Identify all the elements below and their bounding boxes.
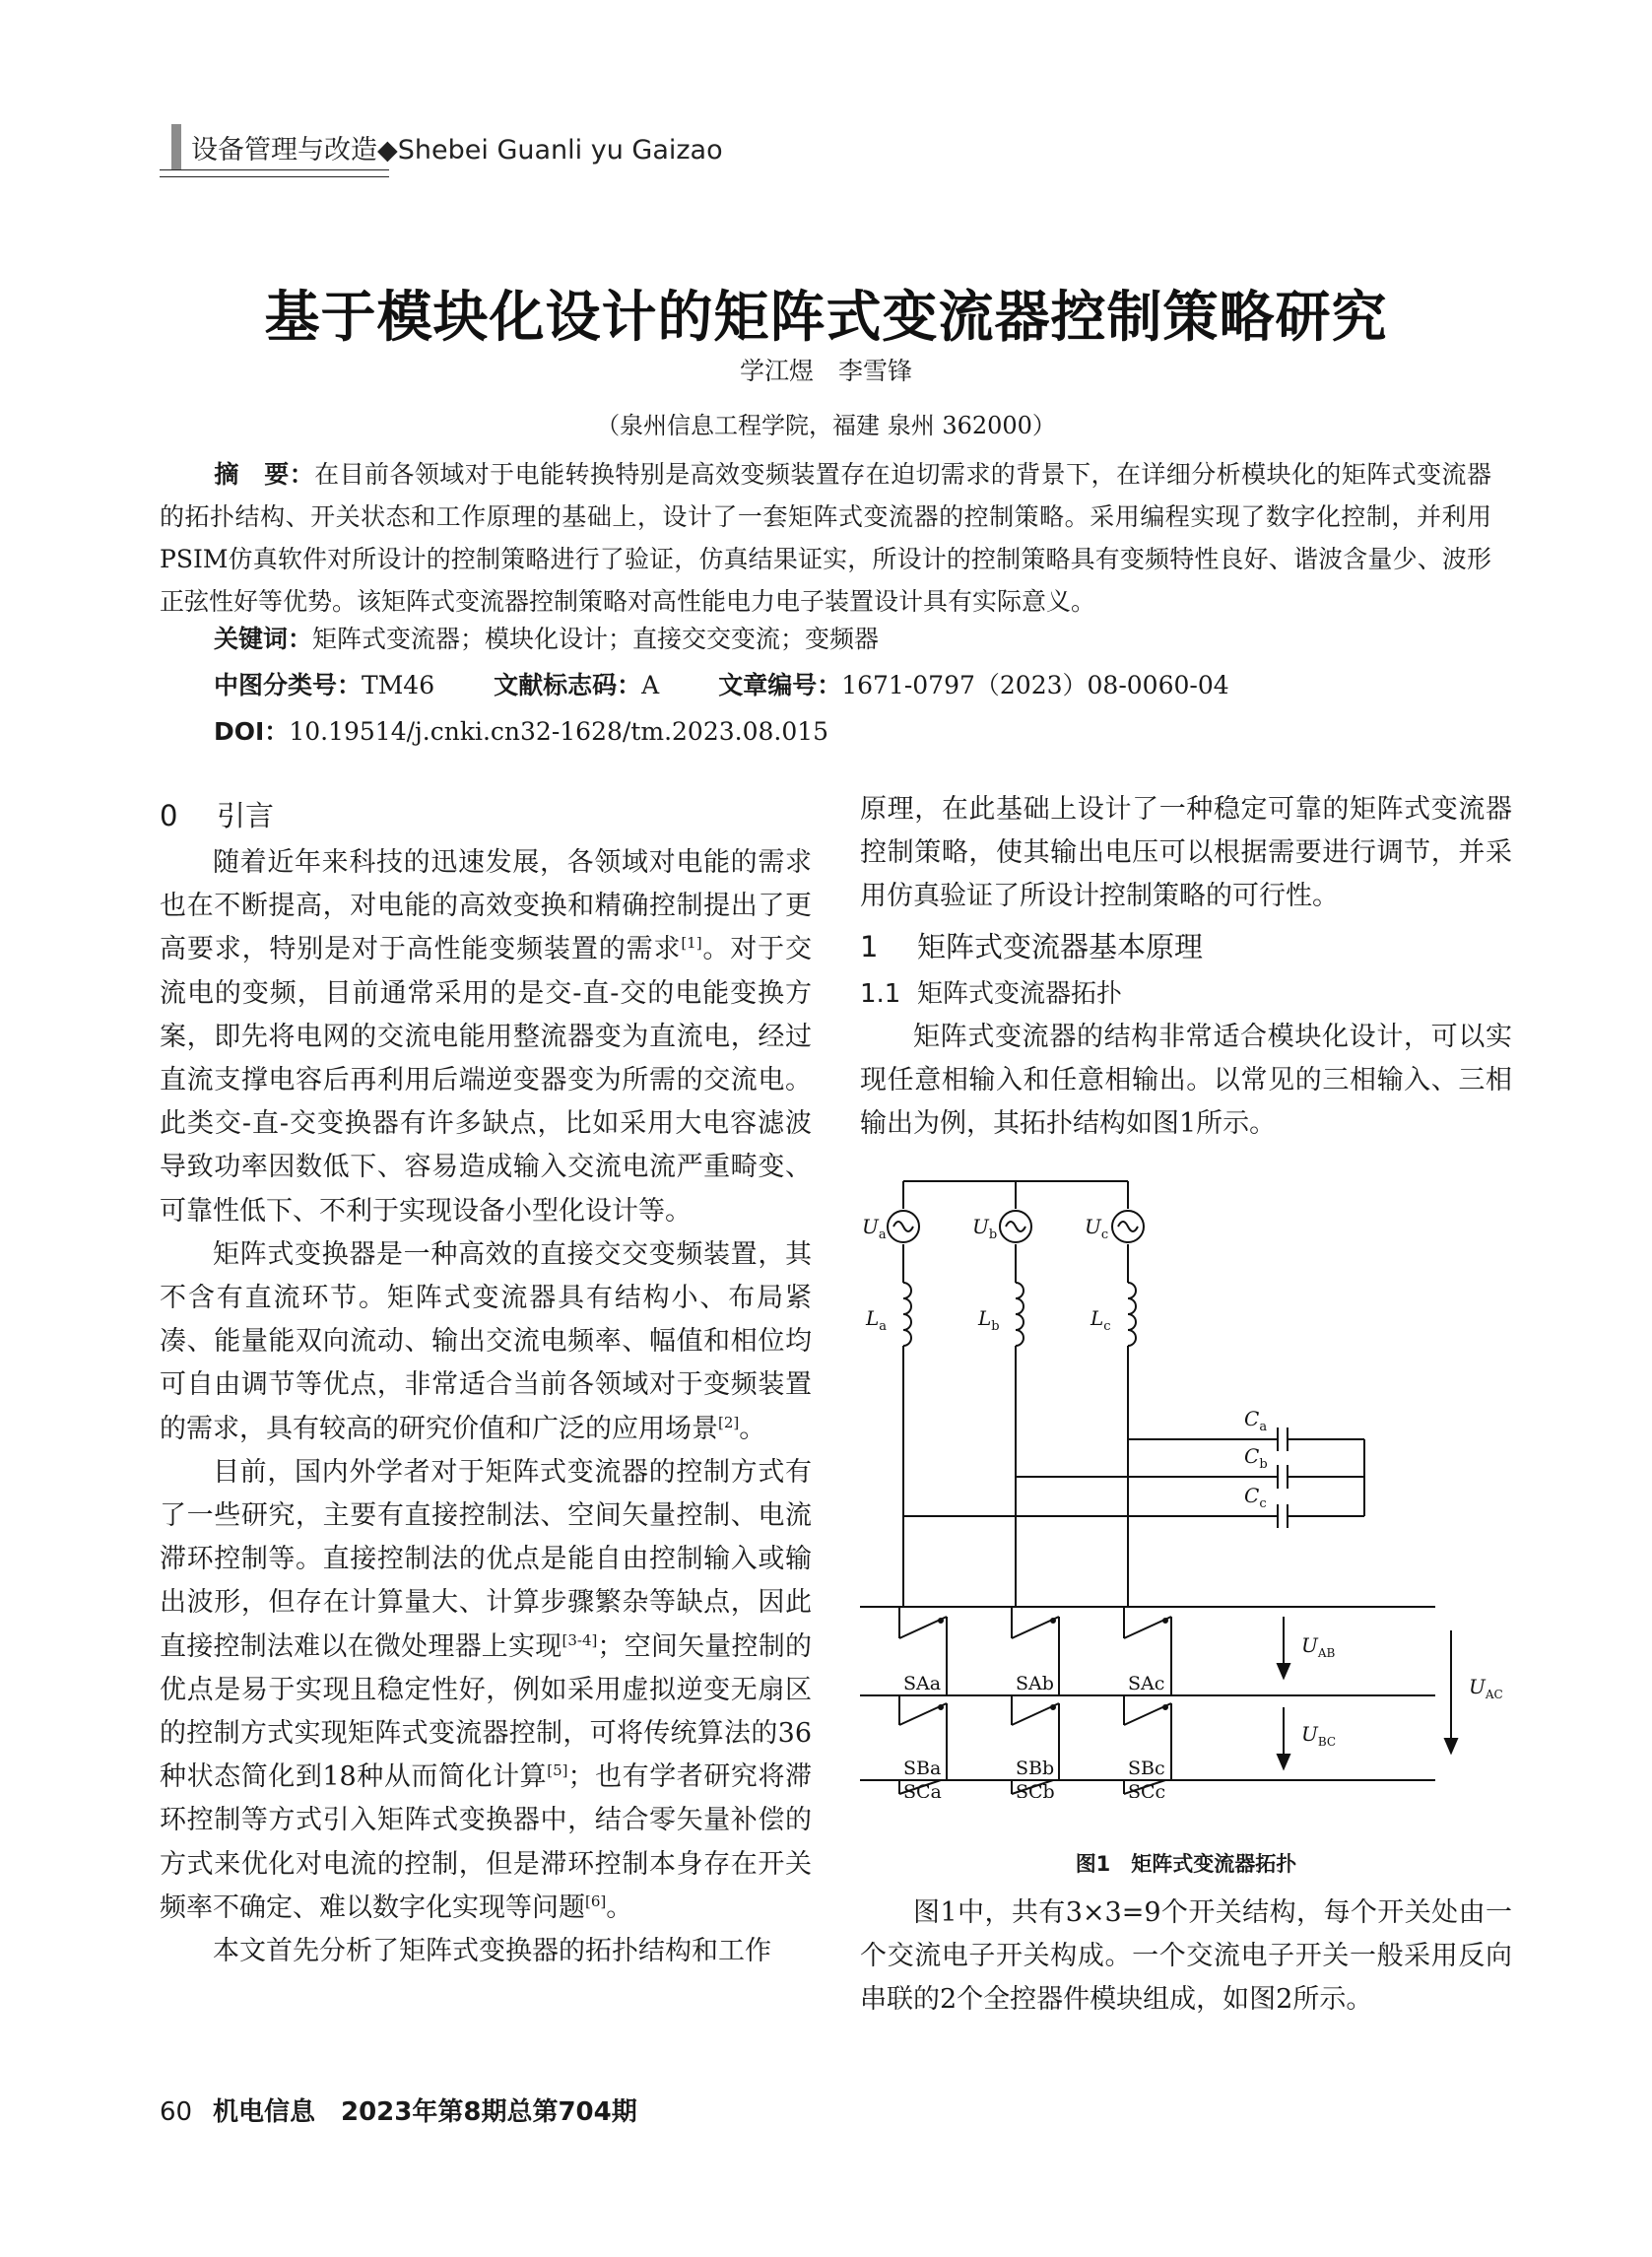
running-header bbox=[160, 122, 1145, 171]
clc-label: 中图分类号： bbox=[214, 671, 363, 699]
inductor-a-icon bbox=[903, 1283, 911, 1346]
para-text: 目前，国内外学者对于矩阵式变流器的控制方式有了一些研究，主要有直接控制法、空间矢量控制、电流滞环控制等。直接控制法的优点是能自由控制输入或输出波形，但存在计算量大、计算步骤繁杂等缺点，因此直接控制法难以在微处理器上实现 bbox=[160, 1456, 812, 1662]
para-text: 。 bbox=[739, 1413, 766, 1444]
doi-value: 10.19514/j.cnki.cn32-1628/tm.2023.08.015 bbox=[289, 717, 829, 746]
label-uac: $U_{AC}$ bbox=[1469, 1675, 1503, 1701]
inductor-b-icon bbox=[1016, 1283, 1024, 1346]
section-0-number: 0 bbox=[160, 799, 178, 832]
label-la: $L_a$ bbox=[866, 1306, 888, 1334]
switch-label: SBa bbox=[903, 1758, 942, 1779]
left-column bbox=[160, 788, 812, 1973]
article-label: 文章编号： bbox=[718, 671, 842, 699]
abstract-label: 摘 要： bbox=[214, 460, 315, 489]
doc-value: A bbox=[641, 671, 660, 699]
para-text: 。 bbox=[606, 1892, 633, 1923]
section-1-number: 1 bbox=[860, 929, 879, 963]
section-1-1-number: 1.1 bbox=[860, 978, 901, 1009]
para-text: 矩阵式变换器是一种高效的直接交交变频装置，其不含有直流环节。矩阵式变流器具有结构小、布局紧凑、能量能双向流动、输出交流电频率、幅值和相位均可自由调节等优点，非常适合当前各领域对于变频装置的需求，具有较高的研究价值和广泛的应用场景 bbox=[160, 1238, 812, 1444]
label-ca: $C_a$ bbox=[1244, 1407, 1268, 1434]
header-section: 设备管理与改造◆Shebei Guanli yu Gaizao bbox=[191, 135, 723, 166]
affiliation: （泉州信息工程学院，福建 泉州 362000） bbox=[596, 412, 1056, 439]
keywords-text: 矩阵式变流器；模块化设计；直接交交变流；变频器 bbox=[312, 625, 880, 653]
doi bbox=[214, 712, 828, 748]
label-uc: $U_c$ bbox=[1085, 1215, 1109, 1242]
citation[interactable]: [6] bbox=[585, 1892, 607, 1910]
classification bbox=[214, 666, 1229, 701]
paragraph bbox=[160, 1233, 812, 1451]
label-cc: $C_c$ bbox=[1244, 1484, 1267, 1511]
label-uab: $U_{AB}$ bbox=[1301, 1633, 1336, 1660]
citation[interactable]: [3-4] bbox=[562, 1630, 598, 1649]
para-text: 。对于交流电的变频，目前通常采用的是交-直-交的电能变换方案，即先将电网的交流电能用整流器变为直流电，经过直流支撑电容后再利用后端逆变器变为所需的交流电。此类交-直-交变换器有许多缺点，比如采用大电容滤波导致功率因数低下、容易造成输入交流电流严重畸变、可靠性低下、不利于实现设备小型化设计等。 bbox=[160, 934, 813, 1227]
switch-label: SBb bbox=[1016, 1758, 1055, 1779]
capacitor-bank bbox=[903, 1427, 1364, 1528]
citation[interactable]: [2] bbox=[718, 1413, 740, 1431]
label-ub: $U_b$ bbox=[972, 1215, 998, 1242]
section-1-heading bbox=[860, 923, 1512, 970]
citation[interactable]: [1] bbox=[681, 934, 702, 953]
switch-label: SCc bbox=[1128, 1781, 1166, 1798]
switch-label: SCb bbox=[1016, 1781, 1055, 1798]
keywords-label: 关键词： bbox=[214, 625, 313, 653]
figure-1 bbox=[860, 1167, 1512, 1798]
label-lc: $L_c$ bbox=[1090, 1306, 1111, 1334]
journal-info: 机电信息 2023年第8期总第704期 bbox=[213, 2097, 637, 2127]
header-bar bbox=[171, 124, 181, 169]
authors: 学江煜 李雪锋 bbox=[739, 357, 912, 385]
abstract bbox=[160, 453, 1491, 623]
ac-source-b-icon bbox=[1000, 1211, 1031, 1242]
section-1-1-title: 矩阵式变流器拓扑 bbox=[917, 978, 1123, 1009]
section-1-title: 矩阵式变流器基本原理 bbox=[917, 929, 1204, 963]
right-column-top bbox=[860, 788, 1512, 1146]
label-cb: $C_b$ bbox=[1244, 1444, 1268, 1472]
inductor-c-icon bbox=[1128, 1283, 1136, 1346]
citation[interactable]: [5] bbox=[547, 1761, 568, 1780]
switch-label: SBc bbox=[1128, 1758, 1165, 1779]
paragraph: 矩阵式变流器的结构非常适合模块化设计，可以实现任意相输入和任意相输出。以常见的三相输入、三相输出为例，其拓扑结构如图1所示。 bbox=[860, 1021, 1512, 1140]
label-ubc: $U_{BC}$ bbox=[1301, 1722, 1337, 1749]
page-number: 60 bbox=[160, 2097, 193, 2127]
clc-value: TM46 bbox=[362, 671, 435, 699]
right-column-bottom bbox=[860, 1892, 1512, 2023]
ac-source-a-icon bbox=[888, 1211, 919, 1242]
page-footer bbox=[160, 2091, 637, 2128]
header-rule-2 bbox=[160, 176, 389, 177]
paragraph bbox=[160, 1451, 812, 1930]
header-rule bbox=[160, 169, 389, 170]
paragraph: 图1中，共有3×3=9个开关结构，每个开关处由一个交流电子开关构成。一个交流电子开关一般采用反向串联的2个全控器件模块组成，如图2所示。 bbox=[860, 1897, 1512, 2016]
label-lb: $L_b$ bbox=[978, 1306, 1000, 1334]
paragraph: 本文首先分析了矩阵式变换器的拓扑结构和工作 bbox=[213, 1936, 771, 1967]
para-text: 随着近年来科技的迅速发展，各领域对电能的需求也在不断提高，对电能的高效变换和精确控制提出了更高要求，特别是对于高性能变频装置的需求 bbox=[160, 847, 812, 965]
label-ua: $U_a$ bbox=[862, 1215, 887, 1242]
figure-1-caption: 图1 矩阵式变流器拓扑 bbox=[1075, 1852, 1297, 1876]
matrix-converter-diagram bbox=[860, 1167, 1512, 1798]
switch-label: SAa bbox=[903, 1673, 942, 1694]
para-text: ；空间矢量控制的优点是易于实现且稳定性好，例如采用虚拟逆变无扇区的控制方式实现矩阵式变流器控制，可将传统算法的36种状态简化到18种从而简化计算 bbox=[160, 1630, 813, 1793]
section-0-heading bbox=[160, 792, 812, 839]
paper-title: 基于模块化设计的矩阵式变流器控制策略研究 bbox=[264, 286, 1388, 350]
doc-label: 文献标志码： bbox=[494, 671, 642, 699]
section-0-title: 引言 bbox=[217, 799, 275, 832]
switch-label: SAc bbox=[1128, 1673, 1165, 1694]
ac-source-c-icon bbox=[1112, 1211, 1144, 1242]
keywords bbox=[214, 620, 879, 655]
abstract-text: 在目前各领域对于电能转换特别是高效变频装置存在迫切需求的背景下，在详细分析模块化的矩阵式变流器的拓扑结构、开关状态和工作原理的基础上，设计了一套矩阵式变流器的控制策略。采用编程实现了数字化控制，并利用PSIM仿真软件对所设计的控制策略进行了验证，仿真结果证实，所设计的控制策略具有变频特性良好、谐波含量少、波形正弦性好等优势。该矩阵式变流器控制策略对高性能电力电子装置设计具有实际意义。 bbox=[160, 460, 1491, 616]
paragraph bbox=[160, 841, 812, 1233]
article-value: 1671-0797（2023）08-0060-04 bbox=[841, 671, 1229, 699]
para-text: ；也有学者研究将滞环控制等方式引入矩阵式变换器中，结合零矢量补偿的方式来优化对电流的控制，但是滞环控制本身存在开关频率不确定、难以数字化实现等问题 bbox=[160, 1761, 813, 1923]
switch-label: SAb bbox=[1016, 1673, 1054, 1694]
switch-label: SCa bbox=[903, 1781, 942, 1798]
section-1-1-heading bbox=[860, 972, 1512, 1016]
paragraph-continued: 原理，在此基础上设计了一种稳定可靠的矩阵式变流器控制策略，使其输出电压可以根据需要进行调节，并采用仿真验证了所设计控制策略的可行性。 bbox=[860, 794, 1512, 912]
doi-label: DOI： bbox=[214, 717, 290, 746]
